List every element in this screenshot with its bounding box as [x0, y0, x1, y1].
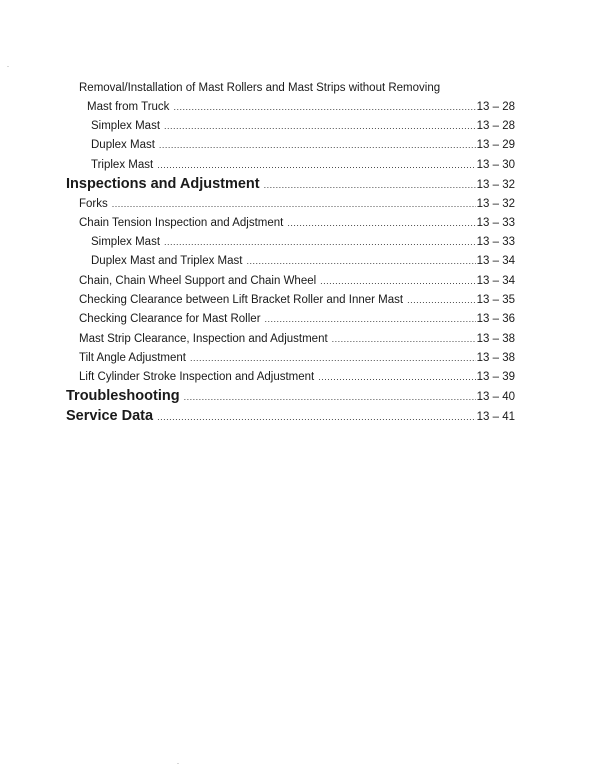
toc-entry-label: Simplex Mast [91, 236, 161, 248]
toc-entry-page: 13 – 29 [476, 139, 515, 151]
toc-entry-label: Checking Clearance between Lift Bracket Roller and Inner Mast [79, 294, 404, 306]
toc-entry-label: Triplex Mast [91, 159, 154, 171]
toc-entry-page: 13 – 34 [476, 275, 515, 287]
scan-speck [177, 763, 179, 764]
toc-entry-chain-wheel-support[interactable] [79, 273, 515, 289]
toc-entry-label: Chain, Chain Wheel Support and Chain Wheel [79, 275, 317, 287]
toc-entry-page: 13 – 38 [476, 352, 515, 364]
toc-heading-service-data[interactable] [66, 407, 515, 426]
toc-heading-inspections-and-adjustment[interactable] [66, 175, 515, 194]
toc-entry-mast-strip-clearance[interactable] [79, 331, 515, 347]
toc-entry-page: 13 – 28 [476, 101, 515, 113]
toc-entry-triplex-mast[interactable] [91, 157, 515, 173]
toc-entry-page: 13 – 38 [476, 333, 515, 345]
toc-entry-chain-tension[interactable] [79, 215, 515, 231]
toc-entry-page: 13 – 35 [476, 294, 515, 306]
toc-entry-page: 13 – 33 [476, 236, 515, 248]
dot-leader [157, 408, 476, 426]
dot-leader [159, 137, 476, 153]
toc-entry-label: Duplex Mast and Triplex Mast [91, 255, 243, 267]
toc-entry-label: Forks [79, 198, 108, 210]
dot-leader [265, 311, 476, 327]
toc-heading-label: Inspections and Adjustment [66, 176, 260, 192]
dot-leader [264, 176, 476, 194]
toc-entry-label: Mast Strip Clearance, Inspection and Adjustment [79, 333, 328, 345]
toc-entry-label: Duplex Mast [91, 139, 155, 151]
toc-entry-tilt-angle-adjustment[interactable] [79, 350, 515, 366]
toc-entry-lift-cylinder-stroke[interactable] [79, 369, 515, 385]
dot-leader [112, 196, 476, 212]
toc-entry-page: 13 – 41 [476, 411, 515, 423]
toc-heading-label: Troubleshooting [66, 388, 180, 404]
dot-leader [164, 118, 476, 134]
dot-leader [184, 388, 476, 406]
toc-entry-duplex-and-triplex-mast[interactable] [91, 253, 515, 269]
toc-entry-page: 13 – 40 [476, 391, 515, 403]
dot-leader [407, 292, 476, 308]
dot-leader [318, 369, 475, 385]
toc-entry-page: 13 – 36 [476, 313, 515, 325]
toc-heading-troubleshooting[interactable] [66, 387, 515, 406]
toc-entry-forks[interactable] [79, 196, 515, 212]
dot-leader [246, 253, 475, 269]
dot-leader [320, 273, 475, 289]
toc-entry-label: Lift Cylinder Stroke Inspection and Adjustment [79, 371, 315, 383]
toc-entry-label: Mast from Truck [87, 101, 170, 113]
toc-intro-line: Removal/Installation of Mast Rollers and Mast Strips without Removing [79, 82, 441, 94]
dot-leader [332, 331, 476, 347]
toc-entry-page: 13 – 39 [476, 371, 515, 383]
dot-leader [164, 234, 476, 250]
scan-speck [7, 66, 9, 67]
toc-entry-mast-from-truck[interactable] [87, 99, 515, 115]
toc-entry-label: Tilt Angle Adjustment [79, 352, 186, 364]
toc-entry-page: 13 – 28 [476, 120, 515, 132]
toc-entry-simplex-mast[interactable] [91, 118, 515, 134]
toc-entry-chain-simplex-mast[interactable] [91, 234, 515, 250]
dot-leader [157, 157, 475, 173]
toc-entry-lift-bracket-roller-clearance[interactable] [79, 292, 515, 308]
toc-entry-mast-roller-clearance[interactable] [79, 311, 515, 327]
toc-entry-label: Simplex Mast [91, 120, 161, 132]
toc-entry-duplex-mast[interactable] [91, 137, 515, 153]
toc-entry-page: 13 – 34 [476, 255, 515, 267]
toc-entry-page: 13 – 32 [476, 198, 515, 210]
dot-leader [287, 215, 475, 231]
toc-entry-page: 13 – 33 [476, 217, 515, 229]
toc-entry-label: Chain Tension Inspection and Adjstment [79, 217, 284, 229]
toc-entry-page: 13 – 32 [476, 179, 515, 191]
toc-entry-page: 13 – 30 [476, 159, 515, 171]
toc-entry-label: Checking Clearance for Mast Roller [79, 313, 261, 325]
toc-heading-label: Service Data [66, 408, 154, 424]
dot-leader [190, 350, 476, 366]
dot-leader [173, 99, 475, 115]
